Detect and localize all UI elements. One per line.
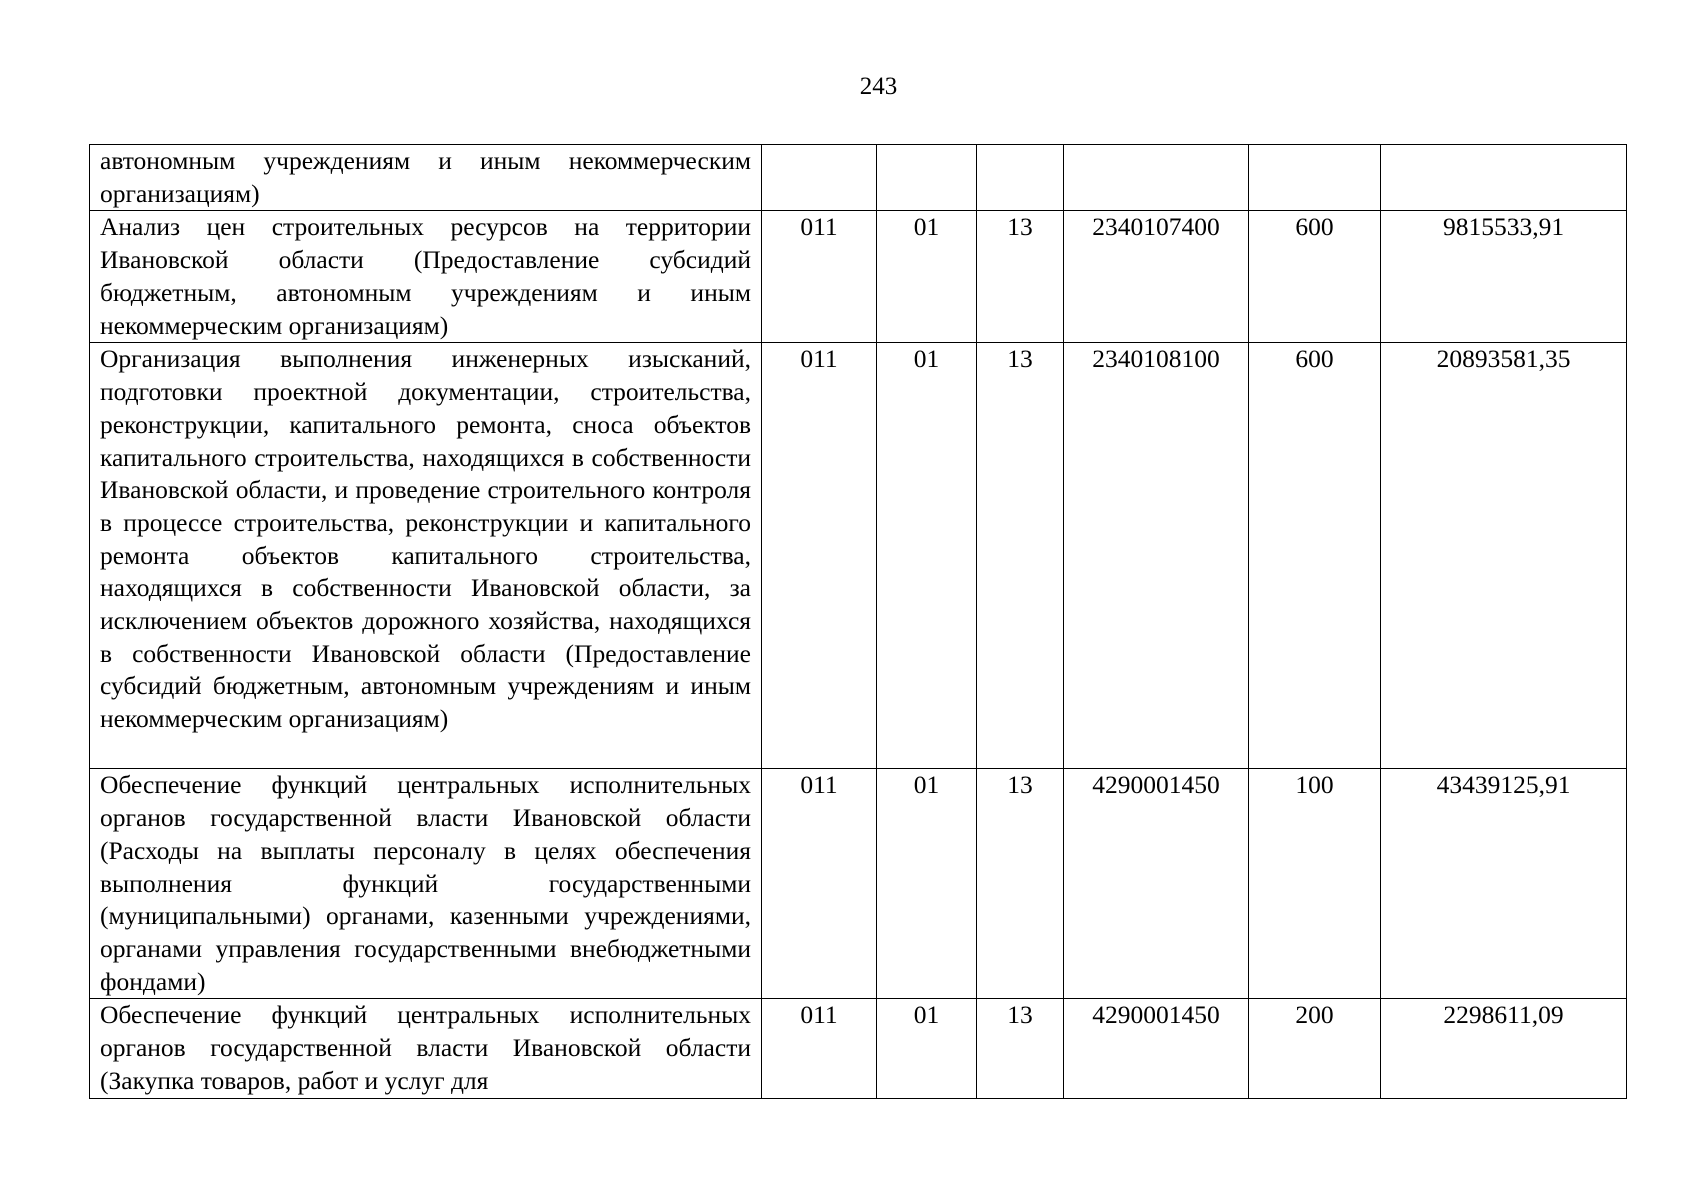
section-code: 01: [877, 343, 977, 769]
table-row: [90, 343, 1627, 769]
table-row: [90, 999, 1627, 1098]
section-code: 01: [877, 211, 977, 343]
subsection-code: 13: [977, 999, 1064, 1098]
target-article-code: [1064, 145, 1249, 211]
expense-type-code: 600: [1249, 211, 1381, 343]
section-code: [877, 145, 977, 211]
target-article-code: 4290001450: [1064, 999, 1249, 1098]
amount: [1381, 145, 1627, 211]
row-description: автономным учреждениям и иным некоммерческим организациям): [90, 145, 762, 211]
row-description: Обеспечение функций центральных исполнительных органов государственной власти Ивановской области (Закупка товаров, работ и услуг для: [90, 999, 762, 1098]
ministry-code: 011: [762, 343, 877, 769]
table-row: [90, 211, 1627, 343]
target-article-code: 2340107400: [1064, 211, 1249, 343]
subsection-code: 13: [977, 211, 1064, 343]
target-article-code: 4290001450: [1064, 769, 1249, 999]
ministry-code: 011: [762, 769, 877, 999]
target-article-code: 2340108100: [1064, 343, 1249, 769]
section-code: 01: [877, 769, 977, 999]
expense-type-code: 200: [1249, 999, 1381, 1098]
row-description: Обеспечение функций центральных исполнительных органов государственной власти Ивановской области (Расходы на выплаты персоналу в целях обеспечения выполнения функций государственными (муниципальными) органами, казенными учреждениями, органами управления государственными внебюджетными фондами): [90, 769, 762, 999]
budget-table: [89, 144, 1627, 1099]
subsection-code: 13: [977, 769, 1064, 999]
ministry-code: 011: [762, 211, 877, 343]
table-row: [90, 769, 1627, 999]
expense-type-code: [1249, 145, 1381, 211]
subsection-code: [977, 145, 1064, 211]
ministry-code: [762, 145, 877, 211]
ministry-code: 011: [762, 999, 877, 1098]
table-row: [90, 145, 1627, 211]
expense-type-code: 600: [1249, 343, 1381, 769]
subsection-code: 13: [977, 343, 1064, 769]
amount: 9815533,91: [1381, 211, 1627, 343]
amount: 2298611,09: [1381, 999, 1627, 1098]
row-description: Организация выполнения инженерных изысканий, подготовки проектной документации, строительства, реконструкции, капитального ремонта, сноса объектов капитального строительства, находящихся в собственности Ивановской области, и проведение строительного контроля в процессе строительства, реконструкции и капитального ремонта объектов капитального строительства, находящихся в собственности Ивановской области, за исключением объектов дорожного хозяйства, находящихся в собственности Ивановской области (Предоставление субсидий бюджетным, автономным учреждениям и иным некоммерческим организациям): [90, 343, 762, 769]
amount: 43439125,91: [1381, 769, 1627, 999]
page-number: 243: [859, 73, 898, 100]
amount: 20893581,35: [1381, 343, 1627, 769]
row-description: Анализ цен строительных ресурсов на территории Ивановской области (Предоставление субсидий бюджетным, автономным учреждениям и иным некоммерческим организациям): [90, 211, 762, 343]
expense-type-code: 100: [1249, 769, 1381, 999]
section-code: 01: [877, 999, 977, 1098]
